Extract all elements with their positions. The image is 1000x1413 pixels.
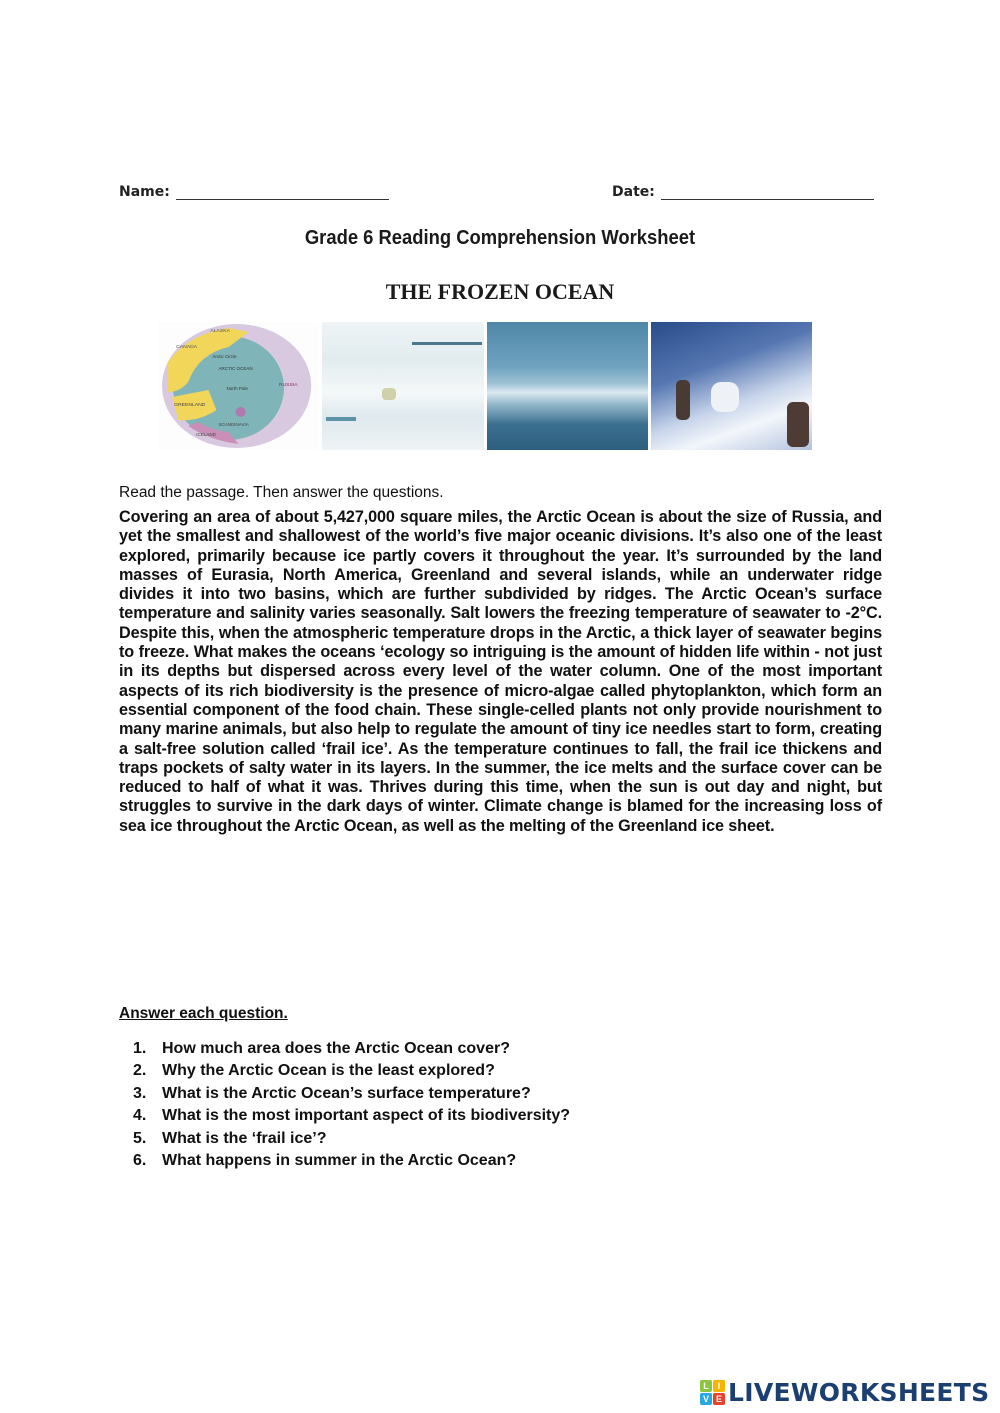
logo-tile: L: [700, 1380, 712, 1392]
question-list: [133, 1038, 570, 1172]
question-item: [133, 1038, 570, 1060]
question-item: [133, 1060, 570, 1082]
rock: [676, 380, 690, 420]
question-item: [133, 1150, 570, 1172]
map-label-canada: CANADA: [176, 344, 198, 350]
map-label-arctic-ocean: ARCTIC OCEAN: [218, 366, 253, 371]
map-label-north-pole: North Pole: [226, 386, 248, 391]
sea-ice-floes-photo: [487, 322, 648, 450]
date-field: [612, 184, 874, 200]
map-label-greenland: GREENLAND: [174, 402, 206, 408]
map-label-scandinavia: SCANDINAVIA: [218, 422, 249, 427]
arctic-fox-in-snow-photo: [651, 322, 812, 450]
worksheet-title: THE FROZEN OCEAN: [385, 279, 615, 304]
arctic-fox-figure: [711, 382, 739, 412]
reading-passage: Covering an area of about 5,427,000 square miles, the Arctic Ocean is about the size of Russia, and yet the smallest and shallowest of the world’s five major oceanic divisions. It’s also one of the least explored, primarily because ice partly covers it throughout the year. It’s surrounded by the land masses of Eurasia, North America, Greenland and several islands, while an underwater ridge divides it into two basins, which are further subdivided by ridges. The Arctic Ocean’s surface temperature and salinity varies seasonally. Salt lowers the freezing temperature of seawater to -2°C. Despite this, when the atmospheric temperature drops in the Arctic, a thick layer of seawater begins to freeze. What makes the oceans ‘ecology so intriguing is the amount of hidden life within - not just in its depths but dispersed across every level of the water column. One of the most important aspects of its rich biodiversity is the presence of micro-algae called phytoplankton, which form an essential component of the food chain. These single-celled plants not only provide nourishment to many marine animals, but also help to regulate the amount of tiny ice needles start to form, creating a salt-free solution called ‘frail ice’. As the temperature continues to fall, the frail ice thickens and traps pockets of salty water in its layers. In the summer, the ice melts and the surface cover can be reduced to half of what it was. Thrives during this time, when the sun is out day and night, but struggles to survive in the dark days of winter. Climate change is blamed for the increasing loss of sea ice throughout the Arctic Ocean, as well as the melting of the Greenland ice sheet.: [119, 508, 882, 835]
photo-strip: [158, 322, 812, 450]
ice-crack: [412, 342, 482, 345]
map-label-iceland: ICELAND: [196, 432, 216, 437]
question-text: How much area does the Arctic Ocean cover?: [162, 1040, 510, 1057]
name-field: [119, 184, 389, 200]
question-text: What is the ‘frail ice’?: [162, 1129, 327, 1147]
logo-tile: V: [700, 1393, 712, 1405]
question-number: 3.: [133, 1084, 147, 1102]
question-item: [133, 1105, 570, 1127]
map-label-alaska: ALASKA: [210, 328, 230, 334]
question-text: Why the Arctic Ocean is the least explored?: [162, 1062, 495, 1080]
question-text: What is the most important aspect of its biodiversity?: [162, 1107, 571, 1125]
worksheet-subtitle: Grade 6 Reading Comprehension Worksheet: [304, 227, 696, 249]
arctic-map-photo: [158, 322, 319, 450]
question-number: 6.: [133, 1151, 147, 1169]
ice-crack: [326, 417, 356, 421]
instructions: Read the passage. Then answer the questions.: [119, 484, 444, 501]
logo-tile: E: [713, 1393, 725, 1405]
polar-bear-figure: [382, 388, 396, 400]
map-label-russia: RUSSIA: [278, 382, 298, 388]
question-number: 4.: [133, 1107, 147, 1125]
polar-bear-on-ice-photo: [322, 322, 483, 450]
rock: [787, 402, 809, 447]
date-label: Date:: [612, 184, 655, 200]
question-text: What is the Arctic Ocean’s surface temperature?: [162, 1084, 531, 1102]
name-label: Name:: [119, 184, 170, 200]
question-number: 1.: [133, 1040, 147, 1057]
question-item: [133, 1083, 570, 1105]
logo-tiles-icon: [700, 1380, 725, 1405]
map-label-arctic-circle: Arctic Circle: [212, 354, 237, 359]
logo-tile: I: [713, 1380, 725, 1392]
logo-text: LIVEWORKSHEETS: [728, 1378, 990, 1407]
question-item: [133, 1128, 570, 1150]
liveworksheets-logo[interactable]: [700, 1378, 989, 1407]
questions-heading: Answer each question.: [119, 1005, 288, 1022]
date-blank-line[interactable]: [661, 185, 874, 200]
name-blank-line[interactable]: [176, 185, 389, 200]
question-text: What happens in summer in the Arctic Ocean?: [162, 1151, 517, 1169]
question-number: 2.: [133, 1062, 147, 1080]
question-number: 5.: [133, 1129, 147, 1147]
